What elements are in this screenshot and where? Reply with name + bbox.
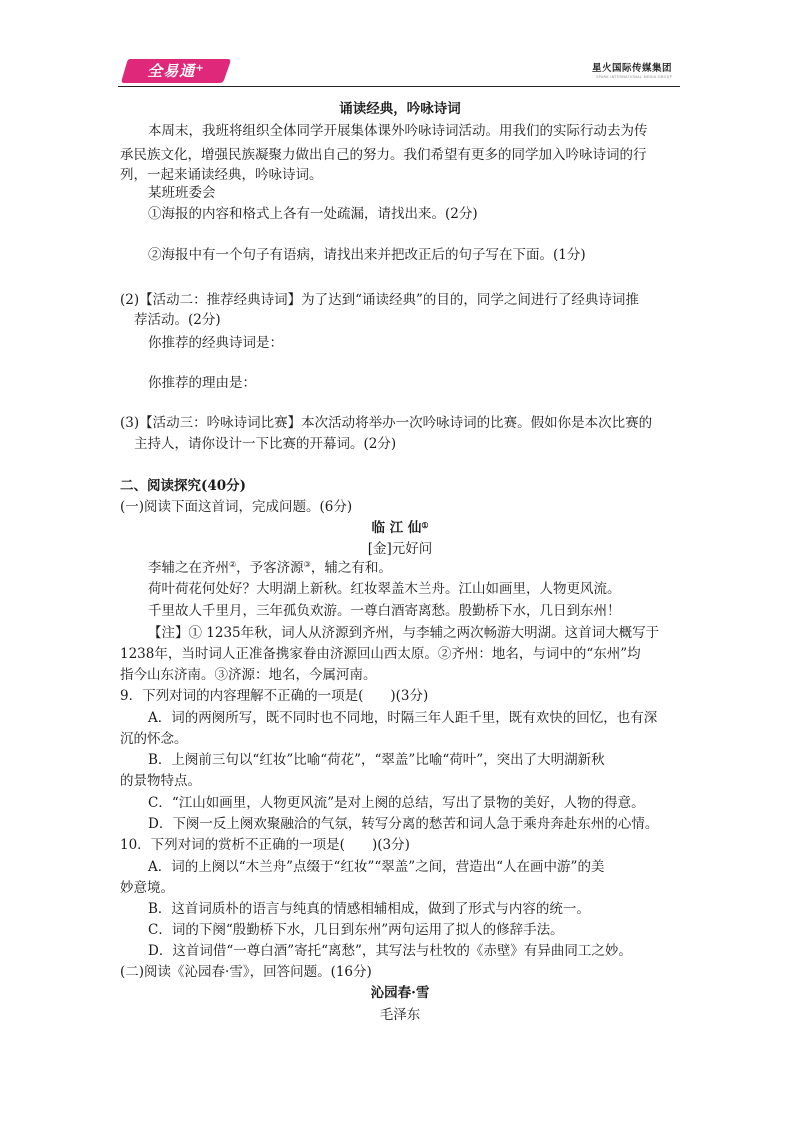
answer-prompt: 你推荐的理由是：: [148, 375, 256, 391]
option-a: A．词的上阕以“木兰舟”点缀于“红妆”“翠盖”之间，营造出“人在画中游”的美: [148, 859, 605, 875]
poster-signature: 某班班委会: [148, 185, 216, 201]
brand-name: 星火国际传媒集团: [591, 63, 672, 74]
brand: [592, 60, 672, 79]
option-b: 的景物特点。: [120, 773, 201, 789]
question-text: 荐活动。(2分): [134, 312, 221, 328]
option-a: 妙意境。: [120, 880, 174, 896]
poem-title: 临 江 仙①: [371, 520, 429, 536]
logo-text: 全易通+: [147, 62, 205, 80]
section-intro: (一)阅读下面这首词，完成问题。(6分): [120, 499, 353, 515]
poem-preface: 李辅之在齐州②，予客济源③，辅之有和。: [148, 560, 392, 576]
header-divider: [118, 86, 680, 87]
poster-body-line: 列，一起来诵读经典，吟咏诗词。: [120, 167, 323, 183]
question-text: 主持人，请你设计一下比赛的开幕词。(2分): [134, 436, 397, 452]
poem-author: [金]元好问: [367, 541, 433, 557]
option-a: A．词的两阕所写，既不同时也不同地，时隔三年人距千里，既有欢快的回忆，也有深: [148, 710, 658, 726]
poem-title: 沁园春·雪: [370, 985, 430, 1001]
poster-title: 诵读经典，吟咏诗词: [339, 101, 461, 117]
poem-line: 千里故人千里月，三年孤负欢游。一尊白酒寄离愁。殷勤桥下水，几日到东州！: [148, 603, 621, 619]
brand-subtitle: SPARK INTERNATIONAL MEDIA GROUP: [596, 75, 672, 79]
option-b: B．上阕前三句以“红妆”比喻“荷花”，“翠盖”比喻“荷叶”，突出了大明湖新秋: [148, 752, 605, 768]
question-text: ①海报的内容和格式上各有一处疏漏，请找出来。(2分): [148, 206, 478, 222]
note-line: 1238年，当时词人正准备携家眷由济源回山西太原。②齐州：地名，与词中的“东州”均: [120, 646, 641, 662]
option-d: D．下阕一反上阕欢聚融洽的气氛，转写分离的愁苦和词人急于乘舟奔赴东州的心情。: [148, 816, 659, 832]
option-a: 沉的怀念。: [120, 731, 188, 747]
question-stem: 10．下列对词的赏析不正确的一项是( )(3分): [120, 837, 410, 853]
note-line: 【注】① 1235年秋，词人从济源到齐州，与李辅之两次畅游大明湖。这首词大概写于: [148, 625, 660, 641]
option-c: C．“江山如画里，人物更风流”是对上阕的总结，写出了景物的美好，人物的得意。: [148, 795, 645, 811]
poster-body-line: 本周末，我班将组织全体同学开展集体课外吟咏诗词活动。用我们的实际行动去为传: [148, 123, 648, 139]
option-d: D．这首词借“一尊白酒”寄托“离愁”，其写法与杜牧的《赤壁》有异曲同工之妙。: [148, 943, 632, 959]
section-heading: 二、阅读探究(40分): [120, 478, 247, 494]
poem-line: 荷叶荷花何处好？大明湖上新秋。红妆翠盖木兰舟。江山如画里，人物更风流。: [148, 581, 621, 597]
note-line: 指今山东济南。③济源：地名，今属河南。: [120, 667, 377, 683]
option-b: B．这首词质朴的语言与纯真的情感相辅相成，做到了形式与内容的统一。: [148, 901, 590, 917]
question-text: (3)【活动三：吟咏诗词比赛】本次活动将举办一次吟咏诗词的比赛。假如你是本次比赛的: [120, 415, 653, 431]
page-header: [118, 56, 680, 86]
question-stem: 9．下列对词的内容理解不正确的一项是( )(3分): [120, 688, 429, 704]
question-text: (2)【活动二：推荐经典诗词】为了达到“诵读经典”的目的，同学之间进行了经典诗词推: [120, 292, 639, 308]
section-intro: (二)阅读《沁园春·雪》，回答问题。(16分): [120, 964, 372, 980]
poster-body-line: 承民族文化，增强民族凝聚力做出自己的努力。我们希望有更多的同学加入吟咏诗词的行: [120, 147, 647, 163]
poem-author: 毛泽东: [379, 1007, 421, 1023]
option-c: C．词的下阕“殷勤桥下水，几日到东州”两句运用了拟人的修辞手法。: [148, 922, 564, 938]
question-text: ②海报中有一个句子有语病，请找出来并把改正后的句子写在下面。(1分): [148, 247, 586, 263]
answer-prompt: 你推荐的经典诗词是：: [148, 335, 283, 351]
